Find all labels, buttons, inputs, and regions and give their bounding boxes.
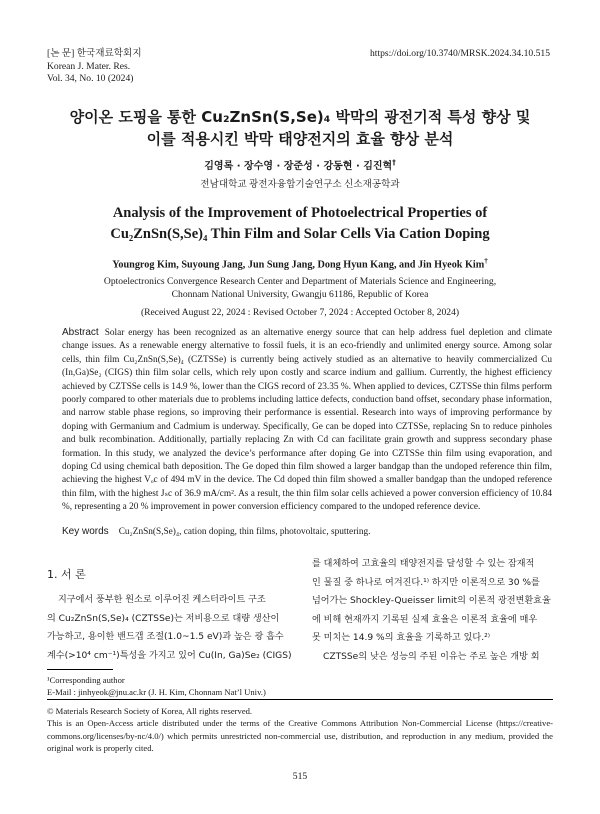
right-para2-line: CZTSSe의 낮은 성능의 주된 이유는 주로 높은 개방 회	[323, 651, 540, 662]
abstract-text: Solar energy has been recognized as an alternative energy source that can help address fuel depletion and climate change issues. As a renewable energy alternative to fossil fuels, it is an eco-friendly and unlimited energy source. Among solar cells, thin film Cu₂ZnSn(S,Se)₄ (CZTSSe) is currently being actively studied as an alternative to heavily commercialized Cu (In,Ga)Se₂ (CIGS) thin film solar cells, which rely upon costly and scarce indium and gallium. Currently, the highest efficiency achieved by CZTSSe cells is 14.9 %, lower than the CIGS record of 23.35 %. When applied to devices, CZTSSe thin films perform poorly compared to other materials due to problems including lattice defects, conduction band offset, secondary phase information, and narrow stable phase regions, so improving their performance is essential. Research into ways of improving performance by doping with Germanium and Cadmium is underway. Specifically, Ge can be doped into CZTSSe, replacing Sn to reduce pinholes and bulk recombination. Additionally, partially replacing Zn with Cd can facilitate grain growth and suppress secondary phase formation. In this study, we analyzed the device’s performance after doping Ge into CZTSSe thin film using evaporation, and doping Cd using chemical bath deposition. The Ge doped thin film showed a larger bandgap than the undoped reference thin film, achieving the highest Vₒc of 494 mV in the device. The Cd doped thin film showed a smaller bandgap than the undoped reference thin film, with the highest Jₛc of 36.9 mA/cm². As a result, the thin film solar cells achieved a power conversion efficiency of 10.84 %, representing a 20 % improvement in power conversion efficiency compared to the undoped reference device.	[62, 328, 552, 513]
corresponding-mark: †	[392, 158, 396, 167]
title-en-line2: Cu₂ZnSn(S,Se)₄ Thin Film and Solar Cells Via Cation Doping	[110, 226, 490, 242]
section-title: 1. 서 론	[47, 568, 86, 581]
authors-en-names: Youngrog Kim, Suyoung Jang, Jun Sung Jang, Dong Hyun Kang, and Jin Hyeok Kim	[112, 259, 485, 271]
footnote-rule	[47, 669, 113, 670]
left-para-line: 계수(>10⁴ cm⁻¹)특성을 가지고 있어 Cu(In, Ga)Se₂ (CIGS)	[47, 650, 292, 661]
authors-en	[0, 257, 600, 270]
right-para-line: 넘어가는 Shockley-Queisser limit의 이론적 광전변환효율	[312, 596, 551, 607]
journal-volume: Vol. 34, No. 10 (2024)	[47, 73, 134, 85]
footnote	[47, 674, 266, 698]
doi-link[interactable]: https://doi.org/10.3740/MRSK.2024.34.10.515	[370, 48, 550, 59]
footnote-author: ¹Corresponding author	[47, 675, 125, 685]
keywords-text: Cu₂ZnSn(S,Se)₄, cation doping, thin films, photovoltaic, sputtering.	[118, 527, 371, 537]
license-text: This is an Open-Access article distributed under the terms of the Creative Commons Attribution Non-Commercial License (https://creative-commons.org/licenses/by-nc/4.0/) which permits unrestricted non-commercial use, distribution, and reproduction in any medium, provided the original work is properly cited.	[47, 718, 553, 753]
title-en-line1: Analysis of the Improvement of Photoelectrical Properties of	[112, 205, 488, 221]
abstract	[62, 326, 552, 515]
right-para-line: 에 비해 현재까지 기록된 실제 효율은 이론적 효율에 매우	[312, 614, 538, 625]
authors-ko	[0, 157, 600, 172]
journal-name-ko: [논 문] 한국재료학회지	[47, 48, 142, 59]
right-para-line: 를 대체하여 고효율의 태양전지를 달성할 수 있는 잠재적	[312, 559, 535, 569]
title-ko-line1: 양이온 도핑을 통한 Cu₂ZnSn(S,Se)₄ 박막의 광전기적 특성 향상 및	[69, 108, 531, 126]
keywords	[62, 526, 371, 537]
affiliation-en	[0, 275, 600, 301]
left-para-line: 가능하고, 용이한 밴드갭 조절(1.0~1.5 eV)과 높은 광 흡수	[47, 632, 284, 643]
received-dates: (Received August 22, 2024 : Revised October 7, 2024 : Accepted October 8, 2024)	[140, 307, 460, 318]
keywords-label: Key words	[62, 526, 109, 537]
right-para-line: 못 미치는 14.9 %의 효율을 기록하고 있다.²⁾	[312, 633, 490, 644]
footnote-email: E-Mail : jinhyeok@jnu.ac.kr (J. H. Kim, Chonnam Nat’l Univ.)	[47, 687, 266, 697]
license-rule	[47, 699, 553, 700]
corresponding-mark-en: †	[484, 257, 488, 265]
authors-ko-names: 김영록 · 장수영 · 장준성 · 강동현 · 김진혁	[204, 161, 393, 172]
affiliation-en-line2: Chonnam National University, Gwangju 61186, Republic of Korea	[171, 289, 429, 300]
page-number: 515	[292, 771, 308, 782]
journal-header	[47, 48, 142, 86]
affiliation-ko: 전남대학교 광전자융합기술연구소 신소재공학과	[200, 179, 400, 190]
license-block	[47, 705, 553, 754]
affiliation-en-line1: Optoelectronics Convergence Research Center and Department of Materials Science and Engineering,	[103, 276, 497, 287]
abstract-label: Abstract	[62, 327, 99, 338]
left-column	[47, 591, 301, 665]
journal-name-en: Korean J. Mater. Res.	[47, 60, 131, 72]
right-column	[312, 555, 566, 667]
right-para-line: 인 물질 중 하나로 여겨진다.¹⁾ 하지만 이론적으로 30 %를	[312, 577, 540, 588]
left-para-line: 의 Cu₂ZnSn(S,Se)₄ (CZTSSe)는 저비용으로 대량 생산이	[47, 613, 280, 624]
title-ko-line2: 이를 적용시킨 박막 태양전지의 효율 향상 분석	[146, 130, 454, 148]
left-para-line: 지구에서 풍부한 원소로 이루어진 케스터라이트 구조	[58, 595, 266, 605]
copyright-text: © Materials Research Society of Korea, All rights reserved.	[47, 706, 253, 716]
